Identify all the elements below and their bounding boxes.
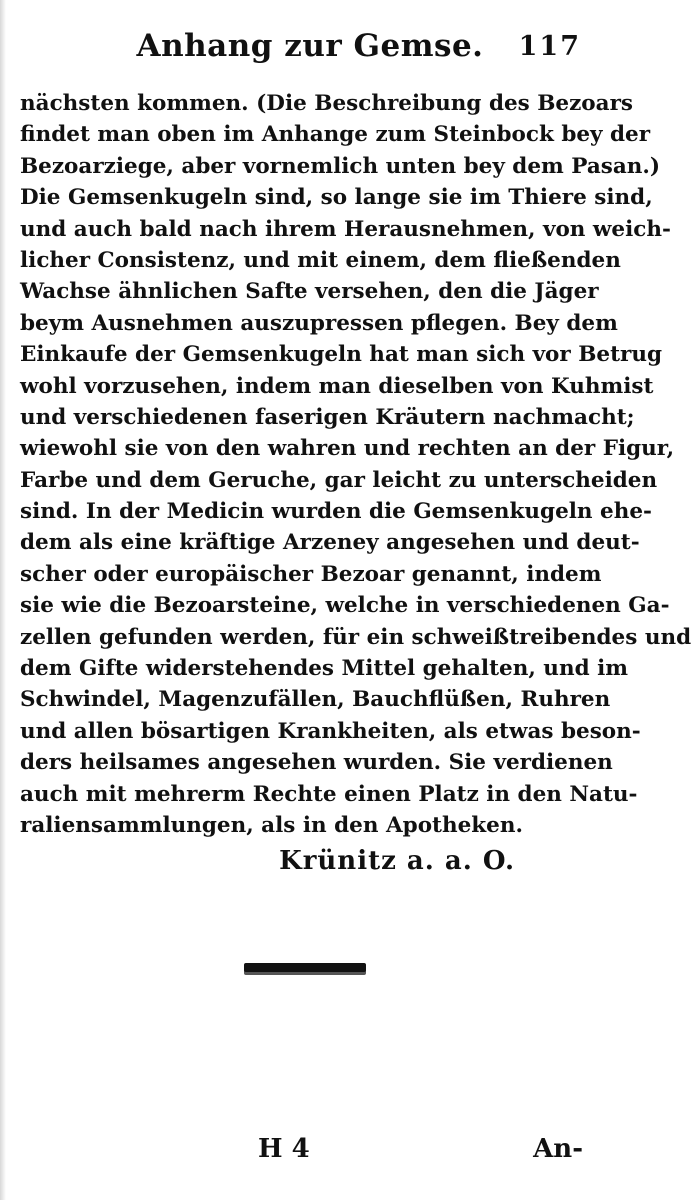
text-line: Wachse ähnlichen Safte versehen, den die Jäger [20,279,599,305]
text-line: licher Consistenz, und mit einem, dem fließenden [20,247,621,273]
text-line: und allen bösartigen Krankheiten, als etwas beson- [20,718,641,744]
text-line: Einkaufe der Gemsenkugeln hat man sich vor Betrug [20,342,662,368]
text-line: zellen gefunden werden, für ein schweißtreibendes und [20,624,691,650]
text-line: scher oder europäischer Bezoar genannt, indem [20,561,602,587]
text-line: findet man oben im Anhange zum Steinbock bey der [20,122,651,148]
page-edge-shadow [0,0,6,1200]
text-line: Schwindel, Magenzufällen, Bauchflüßen, Ruhren [20,687,611,713]
running-title: Anhang zur Gemse. [136,28,484,64]
text-line: sie wie die Bezoarsteine, welche in verschiedenen Ga- [20,593,670,619]
text-line: beym Ausnehmen auszupressen pflegen. Bey dem [20,310,618,336]
text-line: und auch bald nach ihrem Herausnehmen, von weich- [20,216,671,242]
page-number: 117 [518,31,581,62]
text-line: wohl vorzusehen, indem man dieselben von Kuhmist [20,373,654,399]
text-line: nächsten kommen. (Die Beschreibung des Bezoars [20,91,634,116]
signature-mark: H 4 [258,1134,310,1164]
text-line: und verschiedenen faserigen Kräutern nachmacht; [20,404,635,430]
text-line: Farbe und dem Geruche, gar leicht zu unterscheiden [20,467,658,493]
catchword: An- [533,1134,583,1164]
text-line-last: raliensammlungen, als in den Apotheken. [20,812,523,838]
body-text [20,88,691,841]
text-line: sind. In der Medicin wurden die Gemsenkugeln ehe- [20,499,652,525]
text-line: ders heilsames angesehen wurden. Sie verdienen [20,750,613,776]
text-line: wiewohl sie von den wahren und rechten an der Figur, [20,436,675,462]
text-line: dem als eine kräftige Arzeney angesehen und deut- [20,530,640,556]
text-line: auch mit mehrerm Rechte einen Platz in den Natu- [20,781,638,807]
text-line: dem Gifte widerstehendes Mittel gehalten, und im [20,656,629,682]
running-head [0,22,613,66]
text-line: Bezoarziege, aber vornemlich unten bey dem Pasan.) [20,153,661,179]
decorative-rule [244,963,366,972]
text-line: Die Gemsenkugeln sind, so lange sie im Thiere sind, [20,185,653,211]
source-attribution: Krünitz a. a. O. [279,846,515,876]
